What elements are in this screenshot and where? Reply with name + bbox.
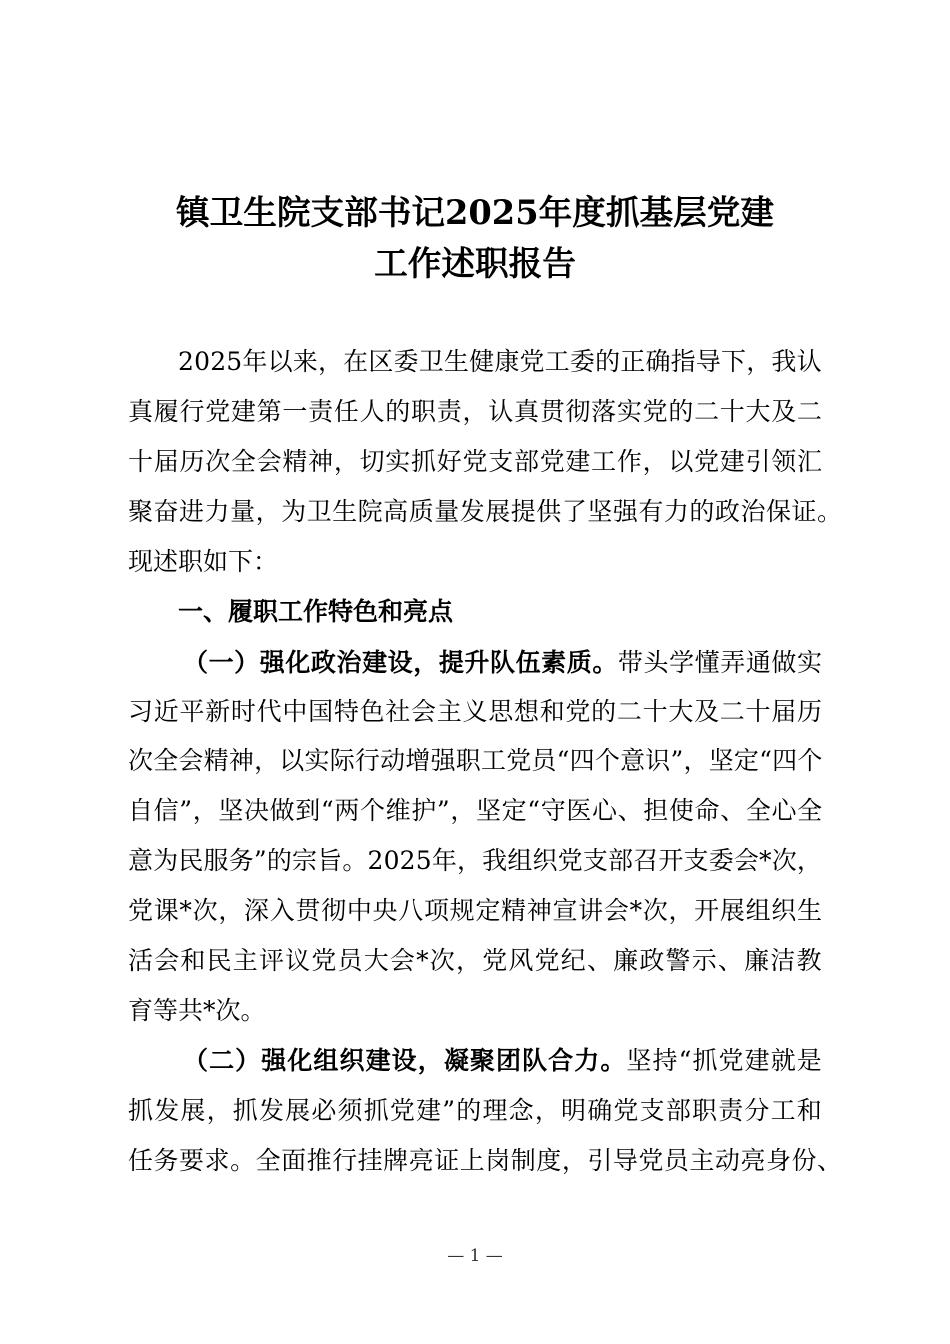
- line-text: 自信”，坚决做到“两个维护”，坚定“守医心、担使命、全心全: [128, 796, 823, 825]
- section-heading: [178, 597, 453, 627]
- line-text: 聚奋进力量，为卫生院高质量发展提供了坚强有力的政治保证。: [128, 497, 843, 526]
- line-text: 习近平新时代中国特色社会主义思想和党的二十大及二十届历: [128, 697, 823, 726]
- paragraph-line: [128, 397, 823, 427]
- paragraph-line: [128, 846, 822, 876]
- subsection-heading: （一）强化政治建设，提升队伍素质。: [183, 648, 618, 677]
- line-text: 带头学懂弄通做实: [617, 648, 823, 677]
- line-text: 意为民服务”的宗旨。2025年，我组织党支部召开支委会*次，: [128, 846, 823, 875]
- line-text: 坚持“抓党建就是: [626, 1046, 823, 1075]
- paragraph-line: [128, 946, 823, 976]
- line-text: 育等共*次。: [128, 996, 266, 1025]
- line-text: 真履行党建第一责任人的职责，认真贯彻落实党的二十大及二: [128, 397, 823, 426]
- line-text: 任务要求。全面推行挂牌亮证上岗制度，引导党员主动亮身份、: [128, 1146, 843, 1175]
- line-text: 活会和民主评议党员大会*次，党风党纪、廉政警示、廉洁教: [128, 946, 823, 975]
- paragraph-line: [128, 896, 823, 926]
- paragraph-line: [128, 697, 823, 727]
- paragraph-line: [128, 1096, 823, 1126]
- paragraph-line: [183, 1046, 823, 1076]
- line-text: 2025年以来，在区委卫生健康党工委的正确指导下，我认: [178, 347, 822, 376]
- document-title-line-1: 镇卫生院支部书记2025年度抓基层党建: [176, 192, 774, 232]
- line-text: 次全会精神，以实际行动增强职工党员“四个意识”，坚定“四个: [128, 746, 823, 775]
- line-text: 现述职如下：: [128, 547, 279, 576]
- paragraph-line: [128, 497, 843, 527]
- paragraph-line: [183, 648, 823, 678]
- paragraph-line: [128, 447, 823, 477]
- subsection-heading: （二）强化组织建设，凝聚团队合力。: [183, 1046, 627, 1075]
- paragraph-line: [128, 796, 823, 826]
- line-text: 抓发展，抓发展必须抓党建”的理念，明确党支部职责分工和: [128, 1096, 823, 1125]
- section-heading-text: 一、履职工作特色和亮点: [178, 597, 454, 626]
- document-title-line-2: 工作述职报告: [374, 243, 576, 283]
- line-text: 党课*次，深入贯彻中央八项规定精神宣讲会*次，开展组织生: [128, 896, 823, 925]
- line-text: 十届历次全会精神，切实抓好党支部党建工作，以党建引领汇: [128, 447, 823, 476]
- paragraph-line: [128, 996, 266, 1026]
- paragraph-line: [178, 347, 822, 377]
- paragraph-line: [128, 547, 278, 577]
- page-number: — 1 —: [447, 1246, 503, 1266]
- paragraph-line: [128, 1146, 843, 1176]
- paragraph-line: [128, 746, 823, 776]
